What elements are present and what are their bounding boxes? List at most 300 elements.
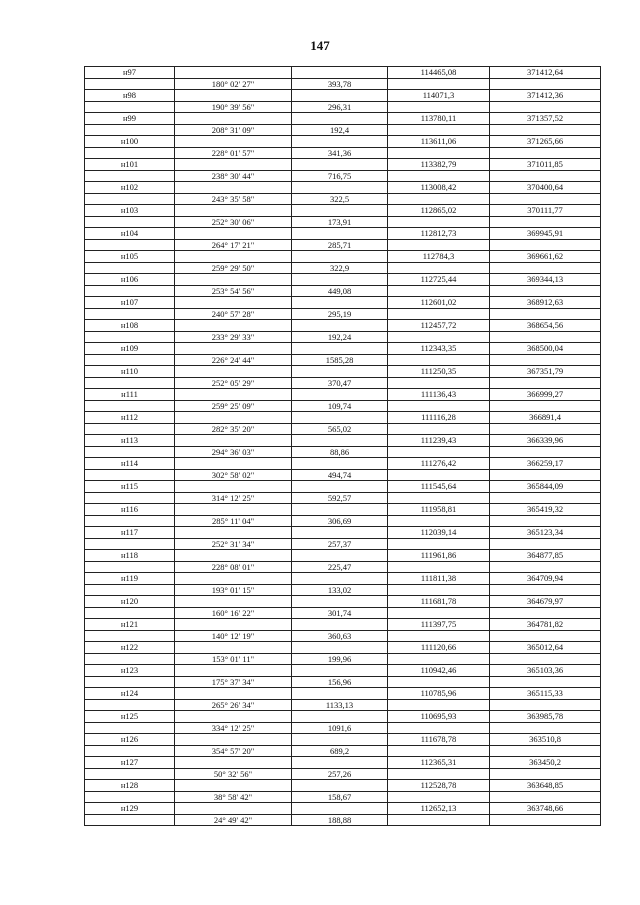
segment-row — [85, 791, 601, 803]
distance-cell: 306,69 — [292, 515, 388, 527]
y-coordinate-cell — [490, 469, 601, 481]
y-coordinate-cell: 364877,85 — [490, 550, 601, 562]
angle-cell — [175, 711, 292, 723]
point-row — [85, 343, 601, 355]
y-coordinate-cell — [490, 285, 601, 297]
distance-cell: 322,5 — [292, 193, 388, 205]
distance-cell — [292, 642, 388, 654]
point-row — [85, 182, 601, 194]
y-coordinate-cell — [490, 538, 601, 550]
point-cell: н127 — [85, 757, 175, 769]
x-coordinate-cell — [388, 239, 490, 251]
point-row — [85, 228, 601, 240]
angle-cell — [175, 136, 292, 148]
segment-row — [85, 423, 601, 435]
point-cell: н107 — [85, 297, 175, 309]
y-coordinate-cell — [490, 630, 601, 642]
angle-cell: 282° 35' 20" — [175, 423, 292, 435]
distance-cell: 1091,6 — [292, 722, 388, 734]
distance-cell: 494,74 — [292, 469, 388, 481]
segment-row — [85, 377, 601, 389]
angle-cell: 38° 58' 42" — [175, 791, 292, 803]
y-coordinate-cell: 371357,52 — [490, 113, 601, 125]
angle-cell — [175, 504, 292, 516]
y-coordinate-cell — [490, 377, 601, 389]
segment-row — [85, 124, 601, 136]
x-coordinate-cell — [388, 653, 490, 665]
segment-row — [85, 469, 601, 481]
y-coordinate-cell — [490, 561, 601, 573]
x-coordinate-cell — [388, 791, 490, 803]
y-coordinate-cell — [490, 814, 601, 826]
point-row — [85, 734, 601, 746]
point-cell — [85, 308, 175, 320]
angle-cell: 153° 01' 11" — [175, 653, 292, 665]
point-cell: н106 — [85, 274, 175, 286]
x-coordinate-cell: 113780,11 — [388, 113, 490, 125]
x-coordinate-cell: 112365,31 — [388, 757, 490, 769]
distance-cell: 360,63 — [292, 630, 388, 642]
point-cell: н117 — [85, 527, 175, 539]
angle-cell: 180° 02' 27" — [175, 78, 292, 90]
x-coordinate-cell — [388, 423, 490, 435]
point-cell: н129 — [85, 803, 175, 815]
distance-cell — [292, 803, 388, 815]
page-number: 147 — [310, 38, 330, 53]
x-coordinate-cell — [388, 630, 490, 642]
x-coordinate-cell — [388, 745, 490, 757]
y-coordinate-cell: 365844,09 — [490, 481, 601, 493]
x-coordinate-cell: 112457,72 — [388, 320, 490, 332]
point-cell — [85, 101, 175, 113]
angle-cell: 190° 39' 56" — [175, 101, 292, 113]
point-cell — [85, 630, 175, 642]
point-row — [85, 481, 601, 493]
distance-cell: 199,96 — [292, 653, 388, 665]
point-row — [85, 251, 601, 263]
point-cell: н100 — [85, 136, 175, 148]
angle-cell — [175, 596, 292, 608]
x-coordinate-cell — [388, 676, 490, 688]
angle-cell — [175, 573, 292, 585]
point-row — [85, 297, 601, 309]
point-cell — [85, 170, 175, 182]
angle-cell — [175, 458, 292, 470]
y-coordinate-cell — [490, 193, 601, 205]
y-coordinate-cell: 371412,64 — [490, 67, 601, 79]
x-coordinate-cell: 111811,38 — [388, 573, 490, 585]
point-cell: н126 — [85, 734, 175, 746]
y-coordinate-cell: 367351,79 — [490, 366, 601, 378]
distance-cell: 370,47 — [292, 377, 388, 389]
angle-cell — [175, 320, 292, 332]
angle-cell — [175, 481, 292, 493]
angle-cell — [175, 688, 292, 700]
distance-cell: 341,36 — [292, 147, 388, 159]
segment-row — [85, 216, 601, 228]
angle-cell: 240° 57' 28" — [175, 308, 292, 320]
distance-cell: 689,2 — [292, 745, 388, 757]
angle-cell — [175, 550, 292, 562]
segment-row — [85, 239, 601, 251]
point-cell — [85, 561, 175, 573]
distance-cell — [292, 573, 388, 585]
y-coordinate-cell — [490, 216, 601, 228]
distance-cell — [292, 458, 388, 470]
x-coordinate-cell — [388, 584, 490, 596]
x-coordinate-cell — [388, 722, 490, 734]
y-coordinate-cell — [490, 147, 601, 159]
segment-row — [85, 262, 601, 274]
segment-row — [85, 722, 601, 734]
x-coordinate-cell — [388, 768, 490, 780]
distance-cell: 296,31 — [292, 101, 388, 113]
y-coordinate-cell: 363648,85 — [490, 780, 601, 792]
point-cell: н101 — [85, 159, 175, 171]
y-coordinate-cell: 366339,96 — [490, 435, 601, 447]
angle-cell: 285° 11' 04" — [175, 515, 292, 527]
y-coordinate-cell: 369661,62 — [490, 251, 601, 263]
distance-cell: 188,88 — [292, 814, 388, 826]
angle-cell: 238° 30' 44" — [175, 170, 292, 182]
distance-cell — [292, 205, 388, 217]
segment-row — [85, 538, 601, 550]
point-cell — [85, 147, 175, 159]
distance-cell — [292, 619, 388, 631]
point-row — [85, 389, 601, 401]
x-coordinate-cell — [388, 699, 490, 711]
segment-row — [85, 492, 601, 504]
angle-cell — [175, 228, 292, 240]
y-coordinate-cell — [490, 354, 601, 366]
angle-cell — [175, 412, 292, 424]
x-coordinate-cell — [388, 193, 490, 205]
angle-cell — [175, 251, 292, 263]
y-coordinate-cell — [490, 492, 601, 504]
angle-cell: 228° 08' 01" — [175, 561, 292, 573]
segment-row — [85, 653, 601, 665]
angle-cell: 253° 54' 56" — [175, 285, 292, 297]
point-cell — [85, 400, 175, 412]
angle-cell: 294° 36' 03" — [175, 446, 292, 458]
angle-cell — [175, 205, 292, 217]
point-cell: н119 — [85, 573, 175, 585]
x-coordinate-cell: 113008,42 — [388, 182, 490, 194]
distance-cell — [292, 136, 388, 148]
segment-row — [85, 193, 601, 205]
angle-cell: 208° 31' 09" — [175, 124, 292, 136]
point-row — [85, 412, 601, 424]
point-cell: н99 — [85, 113, 175, 125]
y-coordinate-cell — [490, 722, 601, 734]
point-cell: н125 — [85, 711, 175, 723]
angle-cell: 252° 31' 34" — [175, 538, 292, 550]
segment-row — [85, 768, 601, 780]
point-row — [85, 67, 601, 79]
x-coordinate-cell: 111961,86 — [388, 550, 490, 562]
point-cell — [85, 768, 175, 780]
segment-row — [85, 101, 601, 113]
point-cell: н113 — [85, 435, 175, 447]
angle-cell — [175, 343, 292, 355]
point-cell: н118 — [85, 550, 175, 562]
x-coordinate-cell — [388, 101, 490, 113]
segment-row — [85, 446, 601, 458]
point-row — [85, 113, 601, 125]
distance-cell: 158,67 — [292, 791, 388, 803]
distance-cell — [292, 504, 388, 516]
point-row — [85, 550, 601, 562]
distance-cell: 192,24 — [292, 331, 388, 343]
segment-row — [85, 676, 601, 688]
point-cell: н115 — [85, 481, 175, 493]
x-coordinate-cell — [388, 262, 490, 274]
y-coordinate-cell: 371011,85 — [490, 159, 601, 171]
y-coordinate-cell — [490, 124, 601, 136]
point-row — [85, 527, 601, 539]
x-coordinate-cell: 112601,02 — [388, 297, 490, 309]
segment-row — [85, 285, 601, 297]
point-cell — [85, 262, 175, 274]
angle-cell — [175, 182, 292, 194]
point-cell — [85, 193, 175, 205]
y-coordinate-cell — [490, 262, 601, 274]
x-coordinate-cell: 111250,35 — [388, 366, 490, 378]
distance-cell — [292, 297, 388, 309]
angle-cell — [175, 90, 292, 102]
point-cell: н105 — [85, 251, 175, 263]
point-cell: н121 — [85, 619, 175, 631]
y-coordinate-cell: 365419,32 — [490, 504, 601, 516]
x-coordinate-cell: 111239,43 — [388, 435, 490, 447]
point-row — [85, 90, 601, 102]
angle-cell — [175, 665, 292, 677]
distance-cell — [292, 734, 388, 746]
y-coordinate-cell: 368654,56 — [490, 320, 601, 332]
point-cell — [85, 469, 175, 481]
point-cell: н103 — [85, 205, 175, 217]
point-cell: н112 — [85, 412, 175, 424]
point-row — [85, 711, 601, 723]
point-cell: н124 — [85, 688, 175, 700]
point-row — [85, 274, 601, 286]
point-cell — [85, 515, 175, 527]
segment-row — [85, 400, 601, 412]
y-coordinate-cell: 365103,36 — [490, 665, 601, 677]
x-coordinate-cell: 112528,78 — [388, 780, 490, 792]
distance-cell — [292, 228, 388, 240]
point-row — [85, 619, 601, 631]
y-coordinate-cell — [490, 745, 601, 757]
angle-cell: 233° 29' 33" — [175, 331, 292, 343]
segment-row — [85, 354, 601, 366]
y-coordinate-cell — [490, 699, 601, 711]
x-coordinate-cell — [388, 147, 490, 159]
segment-row — [85, 78, 601, 90]
angle-cell: 252° 05' 29" — [175, 377, 292, 389]
x-coordinate-cell: 112865,02 — [388, 205, 490, 217]
x-coordinate-cell: 111397,75 — [388, 619, 490, 631]
y-coordinate-cell: 371412,36 — [490, 90, 601, 102]
x-coordinate-cell — [388, 170, 490, 182]
y-coordinate-cell: 363450,2 — [490, 757, 601, 769]
point-cell: н109 — [85, 343, 175, 355]
point-cell — [85, 791, 175, 803]
segment-row — [85, 745, 601, 757]
point-cell — [85, 699, 175, 711]
y-coordinate-cell — [490, 423, 601, 435]
distance-cell — [292, 320, 388, 332]
x-coordinate-cell: 111958,81 — [388, 504, 490, 516]
point-cell: н123 — [85, 665, 175, 677]
distance-cell: 301,74 — [292, 607, 388, 619]
point-row — [85, 780, 601, 792]
y-coordinate-cell — [490, 308, 601, 320]
point-row — [85, 366, 601, 378]
y-coordinate-cell: 368500,04 — [490, 343, 601, 355]
angle-cell: 302° 58' 02" — [175, 469, 292, 481]
point-row — [85, 205, 601, 217]
distance-cell: 285,71 — [292, 239, 388, 251]
x-coordinate-cell: 113382,79 — [388, 159, 490, 171]
point-cell — [85, 354, 175, 366]
x-coordinate-cell: 112039,14 — [388, 527, 490, 539]
angle-cell: 334° 12' 25" — [175, 722, 292, 734]
y-coordinate-cell: 366999,27 — [490, 389, 601, 401]
distance-cell: 173,91 — [292, 216, 388, 228]
y-coordinate-cell — [490, 101, 601, 113]
x-coordinate-cell — [388, 446, 490, 458]
angle-cell — [175, 274, 292, 286]
distance-cell — [292, 711, 388, 723]
angle-cell: 243° 35' 58" — [175, 193, 292, 205]
angle-cell: 50° 32' 56" — [175, 768, 292, 780]
x-coordinate-cell: 114465,08 — [388, 67, 490, 79]
distance-cell — [292, 550, 388, 562]
coordinates-table — [84, 66, 601, 826]
distance-cell — [292, 757, 388, 769]
distance-cell: 565,02 — [292, 423, 388, 435]
angle-cell: 228° 01' 57" — [175, 147, 292, 159]
point-cell — [85, 423, 175, 435]
point-cell — [85, 285, 175, 297]
y-coordinate-cell — [490, 78, 601, 90]
y-coordinate-cell — [490, 446, 601, 458]
x-coordinate-cell: 110942,46 — [388, 665, 490, 677]
y-coordinate-cell: 365115,33 — [490, 688, 601, 700]
angle-cell: 140° 12' 19" — [175, 630, 292, 642]
point-cell: н98 — [85, 90, 175, 102]
point-row — [85, 435, 601, 447]
distance-cell — [292, 182, 388, 194]
angle-cell — [175, 159, 292, 171]
angle-cell: 265° 26' 34" — [175, 699, 292, 711]
y-coordinate-cell: 370400,64 — [490, 182, 601, 194]
x-coordinate-cell: 110695,93 — [388, 711, 490, 723]
point-row — [85, 136, 601, 148]
point-cell — [85, 377, 175, 389]
x-coordinate-cell: 113611,06 — [388, 136, 490, 148]
y-coordinate-cell — [490, 239, 601, 251]
x-coordinate-cell — [388, 354, 490, 366]
x-coordinate-cell: 111116,28 — [388, 412, 490, 424]
point-row — [85, 757, 601, 769]
x-coordinate-cell — [388, 216, 490, 228]
angle-cell: 175° 37' 34" — [175, 676, 292, 688]
segment-row — [85, 515, 601, 527]
x-coordinate-cell — [388, 607, 490, 619]
x-coordinate-cell — [388, 492, 490, 504]
y-coordinate-cell: 365012,64 — [490, 642, 601, 654]
point-cell — [85, 216, 175, 228]
y-coordinate-cell: 369945,91 — [490, 228, 601, 240]
point-cell — [85, 676, 175, 688]
segment-row — [85, 584, 601, 596]
angle-cell: 193° 01' 15" — [175, 584, 292, 596]
y-coordinate-cell — [490, 676, 601, 688]
y-coordinate-cell: 365123,34 — [490, 527, 601, 539]
distance-cell: 449,08 — [292, 285, 388, 297]
x-coordinate-cell: 111681,78 — [388, 596, 490, 608]
distance-cell — [292, 596, 388, 608]
distance-cell: 88,86 — [292, 446, 388, 458]
point-cell — [85, 745, 175, 757]
x-coordinate-cell: 112343,35 — [388, 343, 490, 355]
distance-cell: 592,57 — [292, 492, 388, 504]
y-coordinate-cell — [490, 170, 601, 182]
y-coordinate-cell: 371265,66 — [490, 136, 601, 148]
distance-cell: 192,4 — [292, 124, 388, 136]
y-coordinate-cell — [490, 791, 601, 803]
point-cell — [85, 722, 175, 734]
distance-cell — [292, 665, 388, 677]
point-row — [85, 665, 601, 677]
point-cell — [85, 607, 175, 619]
distance-cell: 133,02 — [292, 584, 388, 596]
distance-cell — [292, 481, 388, 493]
angle-cell — [175, 803, 292, 815]
distance-cell: 322,9 — [292, 262, 388, 274]
y-coordinate-cell: 364679,97 — [490, 596, 601, 608]
x-coordinate-cell — [388, 377, 490, 389]
distance-cell — [292, 67, 388, 79]
segment-row — [85, 814, 601, 826]
angle-cell — [175, 366, 292, 378]
point-cell: н116 — [85, 504, 175, 516]
distance-cell: 716,75 — [292, 170, 388, 182]
distance-cell — [292, 274, 388, 286]
y-coordinate-cell: 366259,17 — [490, 458, 601, 470]
y-coordinate-cell: 364781,82 — [490, 619, 601, 631]
point-row — [85, 596, 601, 608]
distance-cell — [292, 389, 388, 401]
distance-cell — [292, 688, 388, 700]
distance-cell: 295,19 — [292, 308, 388, 320]
point-cell — [85, 239, 175, 251]
point-cell: н128 — [85, 780, 175, 792]
angle-cell — [175, 297, 292, 309]
distance-cell — [292, 435, 388, 447]
point-cell — [85, 584, 175, 596]
point-cell — [85, 814, 175, 826]
x-coordinate-cell: 112812,73 — [388, 228, 490, 240]
distance-cell — [292, 412, 388, 424]
point-cell: н102 — [85, 182, 175, 194]
y-coordinate-cell — [490, 653, 601, 665]
point-cell — [85, 492, 175, 504]
segment-row — [85, 699, 601, 711]
distance-cell: 225,47 — [292, 561, 388, 573]
